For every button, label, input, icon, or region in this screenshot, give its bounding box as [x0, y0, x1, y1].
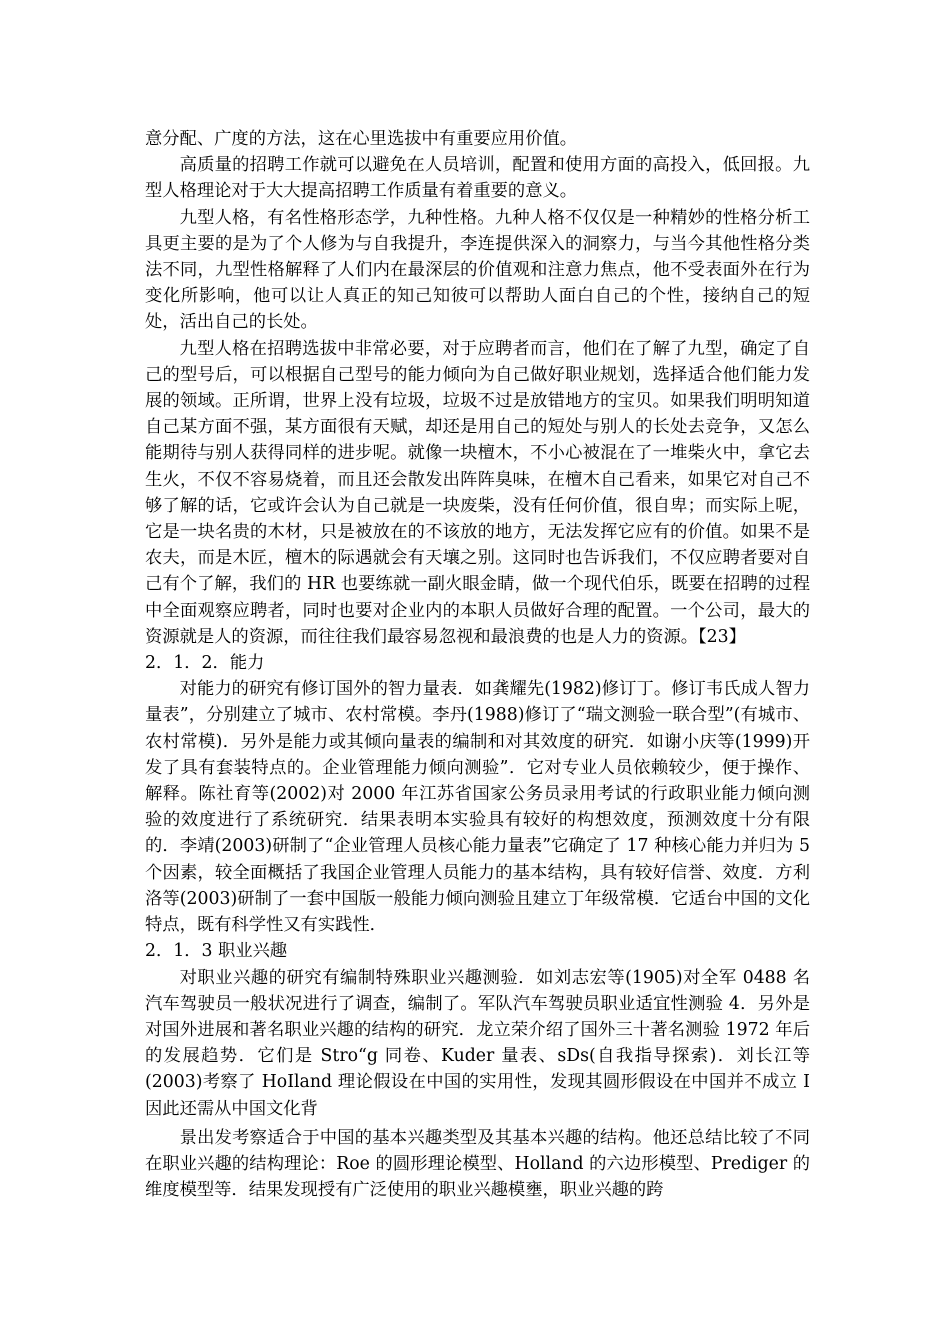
paragraph-interest-research: 对职业兴趣的研究有编制特殊职业兴趣测验．如刘志宏等(1905)对全军 0488 名汽车驾驶员一般状况进行了调查，编制了。军队汽车驾驶员职业适宜性测验 4．另外是对国外进展和著名职业兴趣的结构的研究．龙立荣介绍了国外三十著名测验 1972 年后的发展趋势．它们是 Stro“g 同卷、Kuder 量表、sDs(自我指导探索)．刘长江等(2003)考察了 HoIland 理论假设在中国的实用性，发现其圆形假设在中国并不成立 I 因此还需从中国文化背	[145, 967, 810, 1119]
paragraph-continuation: 意分配、广度的方法，这在心里选拔中有重要应用价值。	[145, 129, 578, 149]
paragraph-ability-research: 对能力的研究有修订国外的智力量表．如龚耀先(1982)修订丁。修订韦氏成人智力量表”，分别建立了城市、农村常模。李丹(1988)修订了“瑞文测验一联合型”(有城市、农村常模)．另外是能力或其倾向量表的编制和对其效度的研究．如谢小庆等(1999)开发了具有套装特点的。企业管理能力倾向测验”．它对专业人员依赖较少，便于操作、解释。陈社育等(2002)对 2000 年江苏省国家公务员录用考试的行政职业能力倾向测验的效度进行了系统研究．结果表明本实验具有较好的构想效度，预测效度十分有限的．李靖(2003)研制了“企业管理人员核心能力量表”它确定了 17 种核心能力并归为 5 个因素，较全面概括了我国企业管理人员能力的基本结构，具有较好信誉、效度．方利洛等(2003)研制了一套中国版一般能力倾向测验且建立丁年级常模．它适台中国的文化特点，既有科学性又有实践性．	[145, 679, 810, 936]
document-page	[145, 126, 810, 1203]
section-heading-vocational-interest: 2．1．3 职业兴趣	[145, 941, 288, 962]
paragraph-enneagram-intro: 九型人格，有名性格形态学，九种性格。九种人格不仅仅是一种精妙的性格分析工具更主要的是为了个人修为与自我提升，李连提供深入的洞察力，与当今其他性格分类法不同，九型性格解释了人们内在最深层的价值观和注意力焦点，他不受表面外在行为变化所影响，他可以让人真正的知己知彼可以帮助人面白自己的个性，接纳自己的短处，活出自己的长处。	[145, 207, 810, 333]
paragraph-enneagram-selection: 九型人格在招聘选拔中非常必要，对于应聘者而言，他们在了解了九型，确定了自己的型号后，可以根据自己型号的能力倾向为自己做好职业规划，选择适合他们能力发展的领域。正所谓，世界上没有垃圾，垃圾不过是放错地方的宝贝。如果我们明明知道自己某方面不强，某方面很有天赋，却还是用自己的短处与别人的长处去竞争，又怎么能期待与别人获得同样的进步呢。就像一块檀木，不小心被混在了一堆柴火中，拿它去生火，不仅不容易烧着，而且还会散发出阵阵臭味，在檀木自己看来，如果它对自己不够了解的话，它或许会认为自己就是一块废柴，没有任何价值，很自卑；而实际上呢，它是一块名贵的木材，只是被放在的不该放的地方，无法发挥它应有的价值。如果不是农夫，而是木匠，檀木的际遇就会有天壤之别。这同时也告诉我们，不仅应聘者要对自己有个了解，我们的 HR 也要练就一副火眼金睛，做一个现代伯乐，既要在招聘的过程中全面观察应聘者，同时也要对企业内的本职人员做好合理的配置。一个公司，最大的资源就是人的资源，而往往我们最容易忽视和最浪费的也是人力的资源。【23】	[145, 338, 810, 647]
paragraph-recruitment-quality: 高质量的招聘工作就可以避免在人员培训，配置和使用方面的高投入，低回报。九型人格理论对于大大提高招聘工作质量有着重要的意义。	[145, 155, 810, 202]
section-heading-ability: 2．1．2．能力	[145, 653, 265, 674]
paragraph-interest-structure: 景出发考察适合于中国的基本兴趣类型及其基本兴趣的结构。他还总结比较了不同在职业兴趣的结构理论：Roe 的圆形理论模型、Holland 的六边形模型、Prediger 的维度模型等．结果发现授有广泛使用的职业兴趣模壅，职业兴趣的跨	[145, 1127, 810, 1201]
